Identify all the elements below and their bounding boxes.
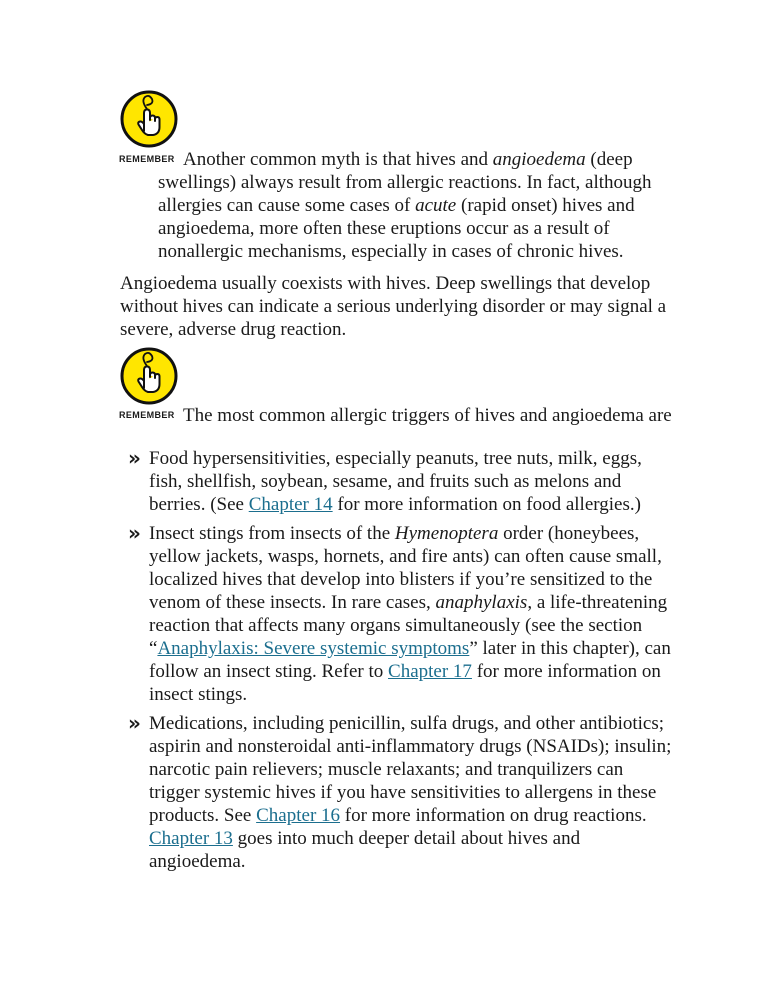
bullet-chevron-icon: »: [128, 521, 141, 545]
paragraph-line: Angioedema usually coexists with hives. Deep swellings that develop: [120, 273, 651, 294]
bullet-text-line: narcotic pain relievers; muscle relaxants; and tranquilizers can: [149, 759, 624, 780]
bullet-text-line: angioedema.: [149, 851, 246, 872]
bullet-chevron-icon: »: [128, 446, 141, 470]
bullet-text-line: “Anaphylaxis: Severe systemic symptoms” later in this chapter), can: [149, 638, 671, 659]
remember-hand-icon: [119, 89, 179, 149]
bullet-text-line: reaction that affects many organs simultaneously (see the section: [149, 615, 643, 636]
bullet-text-line: follow an insect sting. Refer to Chapter 17 for more information on: [149, 661, 661, 682]
remember-text-line: nonallergic mechanisms, especially in cases of chronic hives.: [158, 241, 624, 262]
bullet-text-line: products. See Chapter 16 for more information on drug reactions.: [149, 805, 647, 826]
bullet-text-line: venom of these insects. In rare cases, anaphylaxis, a life-threatening: [149, 592, 668, 613]
remember-hand-icon: [119, 346, 179, 406]
bullet-text-line: fish, shellfish, soybean, sesame, and fruits such as melons and: [149, 471, 622, 492]
paragraph-line: severe, adverse drug reaction.: [120, 319, 347, 340]
bullet-chevron-icon: »: [128, 711, 141, 735]
bullet-text-line: Medications, including penicillin, sulfa drugs, and other antibiotics;: [149, 713, 665, 734]
bullet-text-line: trigger systemic hives if you have sensitivities to allergens in these: [149, 782, 657, 803]
remember-text-line: The most common allergic triggers of hives and angioedema are: [183, 405, 672, 426]
chapter-14-link[interactable]: Chapter 14: [248, 494, 333, 515]
remember-text-line: angioedema, more often these eruptions occur as a result of: [158, 218, 610, 239]
remember-text-line: Another common myth is that hives and angioedema (deep: [183, 149, 633, 170]
chapter-13-link[interactable]: Chapter 13: [149, 828, 233, 849]
chapter-17-link[interactable]: Chapter 17: [388, 661, 472, 682]
bullet-text-line: insect stings.: [149, 684, 248, 705]
bullet-text-line: localized hives that develop into blisters if you’re sensitized to the: [149, 569, 653, 590]
remember-text-line: allergies can cause some cases of acute (rapid onset) hives and: [158, 195, 635, 216]
anaphylaxis-section-link[interactable]: Anaphylaxis: Severe systemic symptoms: [157, 638, 470, 659]
bullet-text-line: aspirin and nonsteroidal anti-inflammatory drugs (NSAIDs); insulin;: [149, 736, 672, 757]
bullet-text-line: yellow jackets, wasps, hornets, and fire ants) can often cause small,: [149, 546, 662, 567]
bullet-text-line: Insect stings from insects of the Hymenoptera order (honeybees,: [149, 523, 640, 544]
remember-label: REMEMBER: [119, 154, 175, 164]
bullet-text-line: Food hypersensitivities, especially peanuts, tree nuts, milk, eggs,: [149, 448, 642, 469]
chapter-16-link[interactable]: Chapter 16: [256, 805, 341, 826]
paragraph-line: without hives can indicate a serious underlying disorder or may signal a: [120, 296, 667, 317]
remember-label: REMEMBER: [119, 410, 175, 420]
bullet-text-line: Chapter 13 goes into much deeper detail about hives and: [149, 828, 581, 849]
bullet-text-line: berries. (See Chapter 14 for more information on food allergies.): [149, 494, 641, 515]
remember-text-line: swellings) always result from allergic reactions. In fact, although: [158, 172, 652, 193]
